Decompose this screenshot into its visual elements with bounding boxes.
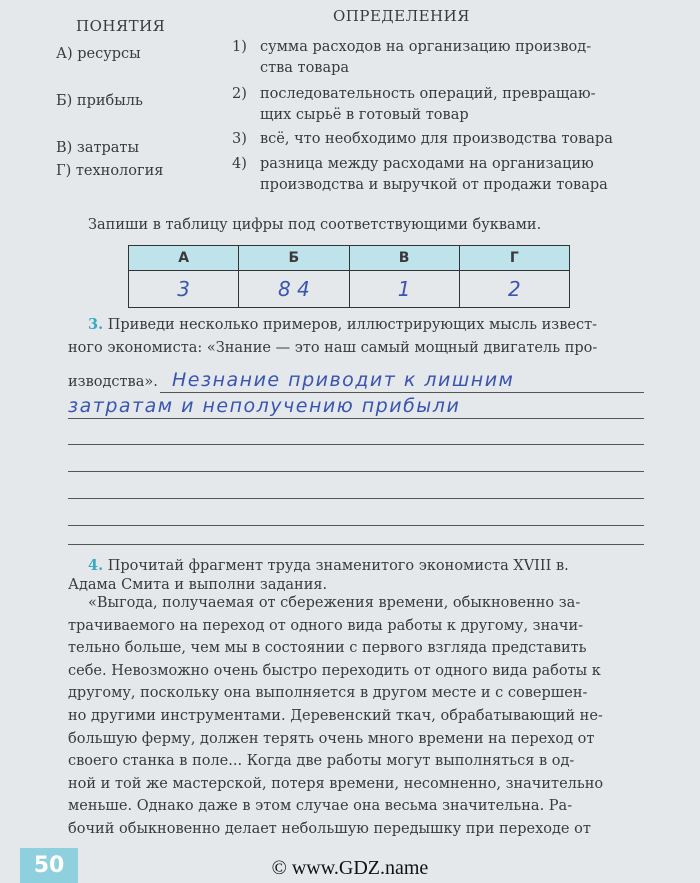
concept-b: [56, 93, 143, 109]
answer-cell[interactable]: 8 4: [239, 271, 349, 308]
watermark-footer: © www.GDZ.name: [271, 857, 429, 879]
answer-line: [68, 544, 644, 545]
excerpt-line: своего станка в поле... Когда две работы могут выполняться в од-: [68, 753, 575, 770]
definition-text: последовательность операций, превращаю-: [260, 86, 596, 102]
concept-text: ресурсы: [77, 46, 141, 62]
task-number: 4.: [88, 557, 104, 574]
definition-text: разница между расходами на организацию: [260, 156, 594, 172]
excerpt-line: бочий обыкновенно делает небольшую передышку при переходе от: [68, 820, 591, 837]
definition-4: [232, 154, 608, 196]
table-instruction: Запиши в таблицу цифры под соответствующими буквами.: [88, 217, 542, 233]
task4-intro1: [88, 557, 569, 574]
handwritten-answer-line1[interactable]: Незнание приводит к лишним: [172, 369, 515, 391]
page-number: 50: [20, 848, 78, 883]
answer-cell[interactable]: 2: [459, 271, 569, 308]
task3-line1: [88, 316, 597, 333]
definition-text: щих сырьё в готовый товар: [260, 107, 469, 123]
definition-2: [232, 84, 596, 126]
table-header: Б: [239, 246, 349, 271]
definition-text: производства и выручкой от продажи товара: [260, 177, 608, 193]
concept-letter: Г): [56, 163, 72, 179]
task-number: 3.: [88, 316, 104, 333]
table-header: Г: [459, 246, 569, 271]
concept-a: [56, 46, 141, 62]
excerpt-line: трачиваемого на переход от одного вида работы к другому, значи-: [68, 617, 584, 634]
concept-text: затраты: [76, 140, 139, 156]
adam-smith-excerpt: [68, 592, 638, 841]
task3-line2: ного экономиста: «Знание — это наш самый мощный двигатель про-: [68, 340, 598, 356]
definition-text: сумма расходов на организацию производ-: [260, 39, 592, 55]
definition-text: всё, что необходимо для производства товара: [260, 131, 613, 147]
task-text: Приведи несколько примеров, иллюстрирующих мысль извест-: [107, 317, 597, 333]
excerpt-line: другому, поскольку она выполняется в другом месте и с совершен-: [68, 685, 588, 702]
definition-3: [232, 129, 613, 150]
answer-line: [68, 525, 644, 526]
answer-line: [68, 498, 644, 499]
definitions-header: ОПРЕДЕЛЕНИЯ: [333, 7, 470, 25]
answer-line: [68, 418, 644, 419]
concept-text: технология: [75, 163, 164, 179]
excerpt-line: меньше. Однако даже в этом случае она весьма значительна. Ра-: [68, 798, 573, 815]
excerpt-line: тельно больше, чем мы в состоянии с первого взгляда представить: [68, 640, 587, 657]
concepts-header: ПОНЯТИЯ: [76, 17, 166, 35]
answer-line: [68, 444, 644, 445]
concept-v: [56, 140, 139, 156]
definition-number: 3): [232, 131, 247, 147]
task-text: Прочитай фрагмент труда знаменитого экономиста XVIII в.: [107, 558, 569, 574]
concept-letter: В): [56, 140, 73, 156]
task4-intro2: Адама Смита и выполни задания.: [68, 577, 328, 593]
definition-text: ства товара: [260, 60, 350, 76]
answer-table: [128, 245, 570, 308]
table-header: В: [349, 246, 459, 271]
definition-number: 4): [232, 156, 247, 172]
answer-cell[interactable]: 1: [349, 271, 459, 308]
handwritten-answer-line2[interactable]: затратам и неполучению прибыли: [68, 395, 461, 417]
excerpt-line: но другими инструментами. Деревенский ткач, обрабатывающий не-: [68, 707, 603, 724]
concept-letter: А): [56, 46, 73, 62]
answer-cell[interactable]: 3: [129, 271, 239, 308]
concept-g: [56, 163, 163, 179]
definition-1: [232, 37, 591, 79]
table-header: А: [129, 246, 239, 271]
definition-number: 1): [232, 39, 247, 55]
answer-line: [160, 392, 644, 393]
excerpt-line: себе. Невозможно очень быстро переходить от одного вида работы к: [68, 662, 601, 679]
definition-number: 2): [232, 86, 247, 102]
task3-line3: изводства».: [68, 374, 158, 390]
concept-letter: Б): [56, 93, 73, 109]
concept-text: прибыль: [76, 93, 143, 109]
answer-line: [68, 471, 644, 472]
excerpt-line: большую ферму, должен терять очень много времени на переход от: [68, 730, 595, 747]
excerpt-line: «Выгода, получаемая от сбережения времени, обыкновенно за-: [88, 595, 581, 611]
excerpt-line: ной и той же мастерской, потеря времени, несомненно, значительно: [68, 775, 604, 792]
